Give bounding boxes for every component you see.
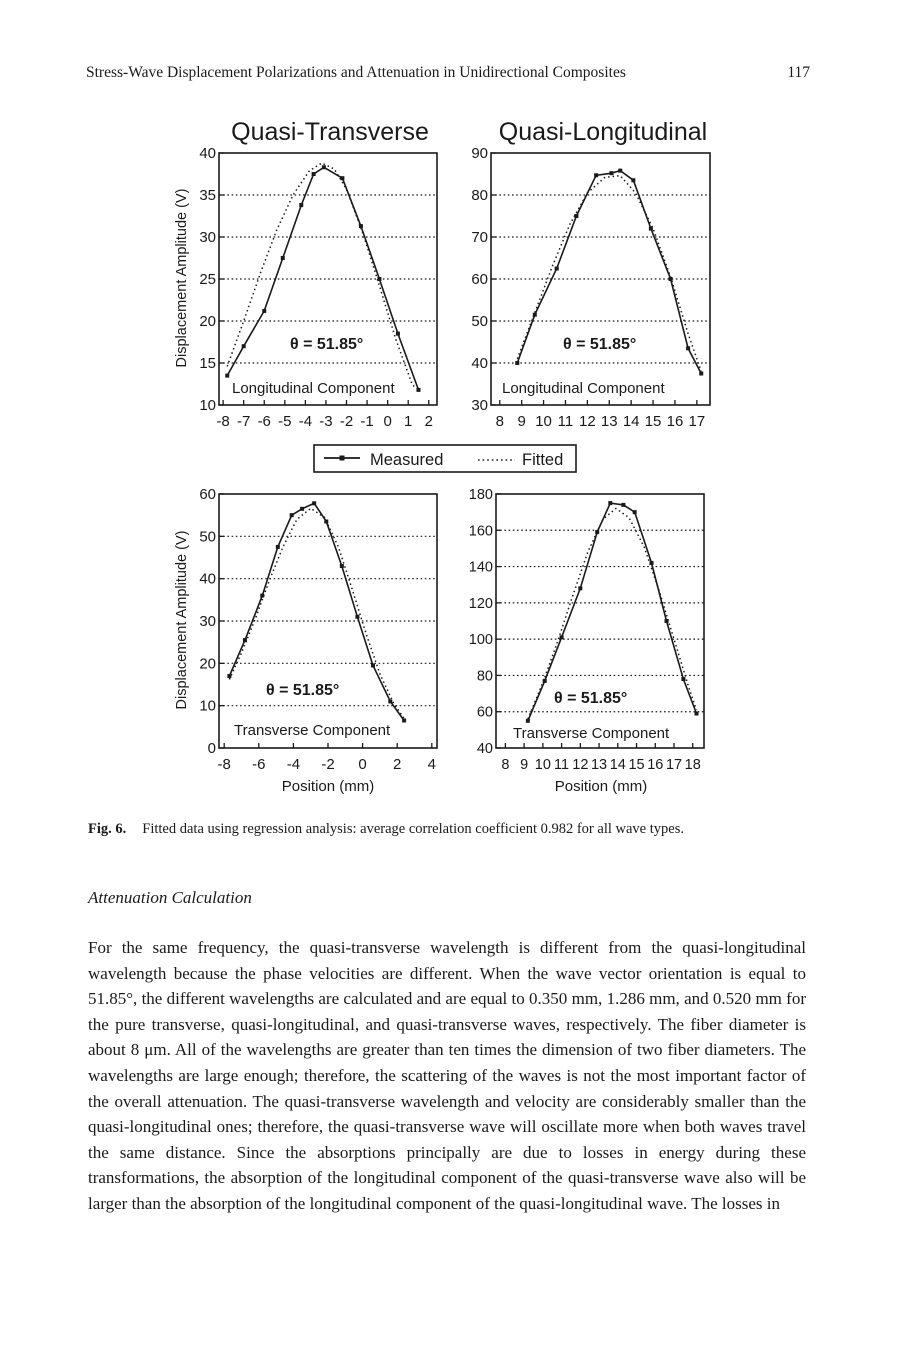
y-tick-label: 60 [199,486,216,503]
x-tick-label: 9 [520,757,529,773]
data-point [681,677,685,681]
data-point [312,501,316,505]
angle-label: θ = 51.85° [563,336,637,353]
data-point [402,718,406,722]
y-tick-label: 15 [199,355,216,372]
y-tick-label: 70 [471,229,488,246]
component-label: Transverse Component [234,722,391,739]
data-point [242,344,246,348]
component-label: Transverse Component [513,725,670,742]
y-tick-label: 180 [468,487,493,503]
data-point [515,361,519,365]
data-point [225,374,229,378]
data-point [299,203,303,207]
y-tick-label: 60 [471,271,488,288]
x-tick-label: 9 [517,413,526,430]
series-line-fitted [227,163,418,390]
data-point [371,663,375,667]
body-paragraph: For the same frequency, the quasi-transverse wavelength is different from the quasi-longitudinal wavelength because the phase velocities are different. When the wave vector orientation is equal to 51.85°, the different wavelengths are calculated and are equal to 0.350 mm, 1.286 mm, and 0.520 mm for the pure transverse, quasi-longitudinal, and quasi-transverse waves, respectively. The fiber diameter is about 8 μm. All of the wavelengths are greater than ten times the dimension of two fiber diameters. The wavelengths are large enough; therefore, the scattering of the waves is not the most important factor of the overall attenuation. The quasi-transverse wavelength and velocity are considerably smaller than the quasi-longitudinal ones; therefore, the quasi-transverse wave will oscillate more when both waves travel the same distance. Since the absorptions principally are due to losses in energy during these transformations, the absorption of the longitudinal component of the quasi-transverse wave also will be larger than the absorption of the longitudinal component of the quasi-longitudinal wave. The losses in [88,938,806,1213]
x-tick-label: 8 [495,413,504,430]
angle-label: θ = 51.85° [554,690,628,707]
x-tick-label: -6 [257,413,271,430]
x-tick-label: -4 [286,756,301,773]
x-tick-label: 16 [666,413,684,430]
data-point [631,178,635,182]
data-point [560,635,564,639]
x-tick-label: 17 [688,413,706,430]
chart-quasi-transverse-longitudinal [199,145,437,430]
x-axis-label-right: Position (mm) [554,778,648,795]
y-tick-label: 100 [468,632,493,649]
x-tick-label: -1 [360,413,374,430]
y-tick-label: 40 [199,570,216,588]
y-tick-label: 35 [199,187,216,204]
caption-label: Fig. 6. [88,821,127,837]
x-tick-label: 2 [424,413,433,430]
data-point [555,267,559,271]
y-tick-label: 20 [199,655,216,673]
x-tick-label: -2 [321,756,335,773]
x-tick-label: 12 [579,413,596,430]
angle-label: θ = 51.85° [266,682,340,699]
data-point [594,173,598,177]
caption-text: Fitted data using regression analysis: average correlation coefficient 0.982 for all wave types. [142,821,684,837]
x-tick-label: 18 [684,757,701,773]
series-line-measured [528,503,697,721]
data-point [322,165,326,169]
x-tick-label: 13 [590,757,608,773]
chart-quasi-longitudinal-longitudinal [471,145,710,430]
y-tick-label: 50 [471,313,488,330]
running-head-title: Stress-Wave Displacement Polarizations and Attenuation in Unidirectional Composites [86,64,626,81]
y-tick-label: 40 [476,741,493,757]
data-point [618,169,622,173]
data-point [608,501,612,505]
y-tick-label: 30 [199,229,216,246]
data-point [578,586,582,590]
page-number: 117 [787,64,810,81]
x-tick-label: -2 [339,413,354,430]
x-tick-label: 0 [358,756,367,773]
y-tick-label: 120 [468,595,493,612]
section-heading: Attenuation Calculation [88,888,252,907]
data-point [355,615,359,619]
component-label: Longitudinal Component [502,380,665,397]
x-tick-label: 17 [665,757,683,773]
y-tick-label: 40 [199,145,216,162]
data-point [262,309,266,313]
y-tick-label: 90 [471,145,488,162]
x-tick-label: -5 [278,413,292,430]
x-tick-label: 12 [572,757,589,773]
x-tick-label: -4 [298,413,313,430]
data-point [699,372,703,376]
x-tick-label: 2 [393,756,402,773]
y-tick-label: 80 [476,668,493,685]
x-tick-label: 0 [383,413,392,430]
plot-frame [496,494,704,748]
x-tick-label: 1 [404,413,413,430]
legend [314,445,576,472]
y-tick-label: 25 [199,271,216,288]
x-tick-label: -6 [252,756,266,773]
component-label: Longitudinal Component [232,380,395,397]
y-tick-label: 30 [471,397,488,414]
x-tick-label: 14 [609,757,626,773]
data-point [290,513,294,517]
data-point [686,346,690,350]
x-tick-label: 14 [622,413,640,430]
figure-caption [88,821,818,838]
y-tick-label: 0 [207,740,216,757]
y-tick-label: 80 [471,187,488,204]
data-point [388,699,392,703]
x-tick-label: 10 [535,413,552,430]
data-point [396,332,400,336]
y-axis-label-bottom: Displacement Amplitude (V) [174,530,190,710]
data-point [609,171,613,175]
y-tick-label: 160 [468,523,493,540]
x-tick-label: 16 [647,757,664,773]
running-head [86,64,810,86]
y-tick-label: 60 [476,704,493,721]
y-tick-label: 30 [199,613,216,630]
data-point [312,172,316,176]
data-point [340,564,344,568]
chart-quasi-transverse-transverse [199,486,437,773]
x-axis-label-left: Position (mm) [281,778,375,795]
x-tick-label: 4 [427,756,436,773]
data-point [633,510,637,514]
series-line-measured [227,167,418,390]
x-tick-label: -3 [319,413,333,430]
x-tick-label: 8 [501,757,510,773]
data-point [621,503,625,507]
x-tick-label: 11 [554,757,570,773]
title-quasi-transverse: Quasi-Transverse [231,118,429,146]
x-tick-label: 10 [534,757,551,773]
figure-6 [0,100,900,810]
data-point [526,719,530,723]
legend-measured-marker [340,456,345,461]
x-tick-label: 15 [628,757,645,773]
y-tick-label: 40 [471,355,488,372]
legend-measured-label: Measured [370,451,444,469]
x-tick-label: 15 [644,413,662,430]
data-point [281,256,285,260]
title-quasi-longitudinal: Quasi-Longitudinal [498,118,708,146]
x-tick-label: -8 [216,413,230,430]
data-point [695,712,699,716]
x-tick-label: -8 [217,756,231,773]
y-tick-label: 10 [199,397,216,414]
y-tick-label: 20 [199,313,216,330]
chart-quasi-longitudinal-transverse [469,487,704,773]
data-point [300,507,304,511]
y-tick-label: 50 [199,528,216,546]
y-axis-label-top: Displacement Amplitude (V) [174,188,190,368]
legend-fitted-label: Fitted [522,451,564,469]
x-tick-label: 13 [600,413,618,430]
data-point [276,545,280,549]
series-line-fitted [528,509,697,720]
x-tick-label: -7 [237,413,251,430]
angle-label: θ = 51.85° [290,336,364,353]
x-tick-label: 11 [557,413,574,430]
y-tick-label: 140 [468,559,493,576]
data-point [340,176,344,180]
y-tick-label: 10 [199,697,216,715]
